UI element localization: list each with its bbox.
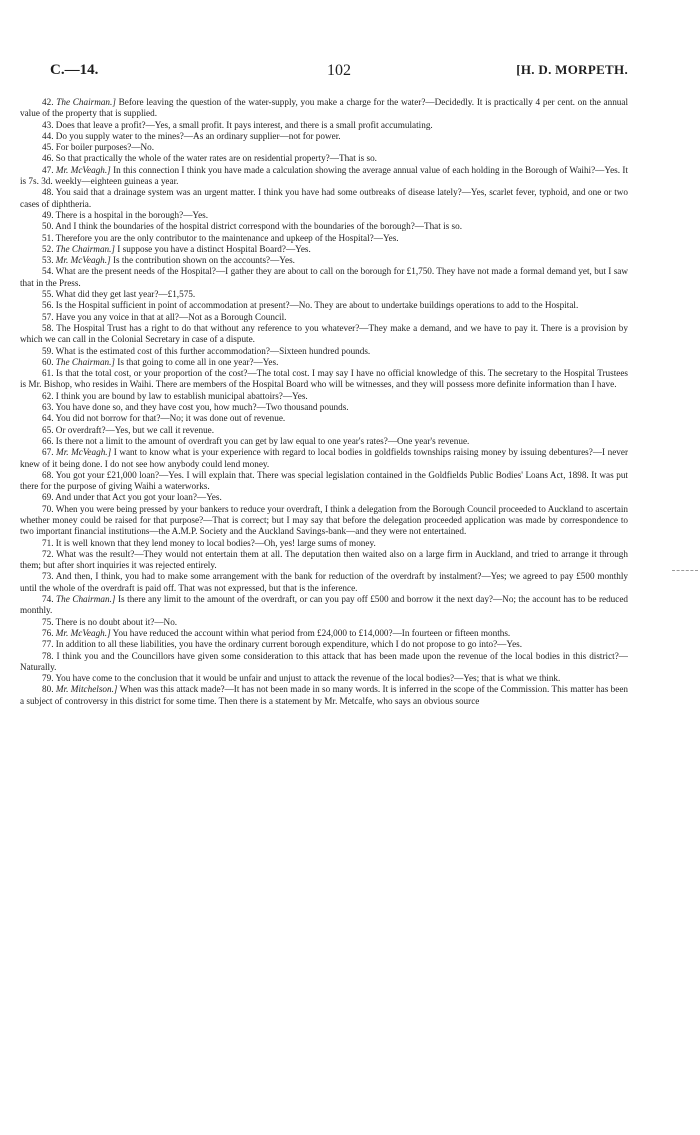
speaker-label: Mr. Mitchelson.] bbox=[55, 684, 118, 695]
question-number: 66. bbox=[42, 435, 54, 446]
question-number: 52. bbox=[42, 243, 54, 254]
question-answer-text: It is well known that they lend money to local bodies?—Oh, yes! large sums of money. bbox=[55, 537, 376, 548]
testimony-paragraph bbox=[20, 368, 628, 391]
question-number: 46. bbox=[42, 153, 54, 164]
testimony-paragraph bbox=[20, 673, 628, 684]
question-answer-text: You have done so, and they have cost you, how much?—Two thousand pounds. bbox=[55, 402, 349, 413]
question-number: 57. bbox=[42, 311, 54, 322]
question-number: 54. bbox=[42, 266, 54, 277]
question-number: 42. bbox=[42, 97, 54, 107]
question-number: 78. bbox=[42, 650, 54, 661]
question-number: 55. bbox=[42, 289, 54, 300]
question-number: 61. bbox=[42, 368, 54, 379]
question-number: 62. bbox=[42, 390, 54, 401]
question-answer-text: When was this attack made?—It has not been made in so many words. It is inferred in the scope of the Commission. This matter has been a subject of controversy in this district for some time. Then there is a statement by Mr. Metcalfe, who says an obvious source bbox=[20, 684, 629, 706]
question-answer-text: Is the contribution shown on the accounts?—Yes. bbox=[112, 255, 295, 266]
question-answer-text: When you were being pressed by your bankers to reduce your overdraft, I think a delegation from the Borough Council proceeded to Auckland to ascertain whether money could be raised for that purpose?—That is correct; but I may say that before the delegation proceeded application was made by correspondence to two important financial institutions—the A.M.P. Society and the Auckland Savings-bank—and they were not entertained. bbox=[20, 503, 628, 537]
testimony-paragraph bbox=[20, 153, 628, 164]
question-answer-text: Therefore you are the only contributor to the maintenance and upkeep of the Hospital?—Yes. bbox=[55, 232, 399, 243]
question-answer-text: Is there not a limit to the amount of overdraft you can get by law equal to one year's rates?—One year's revenue. bbox=[55, 435, 470, 446]
margin-mark bbox=[672, 570, 698, 572]
paper-code: C.—14. bbox=[50, 62, 99, 78]
question-number: 70. bbox=[42, 503, 54, 514]
question-answer-text: Is that going to come all in one year?—Yes. bbox=[117, 356, 279, 367]
question-number: 58. bbox=[42, 322, 54, 333]
question-number: 47. bbox=[42, 164, 54, 175]
testimony-paragraph bbox=[20, 504, 628, 538]
testimony-paragraph bbox=[20, 142, 628, 153]
question-answer-text: You did not borrow for that?—No; it was done out of revenue. bbox=[55, 413, 286, 424]
question-answer-text: What did they get last year?—£1,575. bbox=[55, 289, 196, 300]
question-answer-text: There is a hospital in the borough?—Yes. bbox=[55, 209, 209, 220]
question-answer-text: What was the result?—They would not entertain them at all. The deputation then waited also on a large firm in Auckland, and tried to arrange it through them; but after short inquiries it was rejected entirely. bbox=[20, 548, 628, 571]
speaker-label: Mr. McVeagh.] bbox=[55, 627, 111, 638]
question-answer-text: Do you supply water to the mines?—As an ordinary supplier—not for power. bbox=[55, 130, 341, 141]
question-number: 67. bbox=[42, 447, 54, 458]
question-answer-text: Does that leave a profit?—Yes, a small profit. It pays interest, and there is a small profit accumulating. bbox=[55, 119, 433, 130]
testimony-paragraph bbox=[20, 492, 628, 503]
question-answer-text: I suppose you have a distinct Hospital Board?—Yes. bbox=[117, 243, 311, 254]
question-number: 77. bbox=[42, 639, 54, 650]
question-answer-text: Is the Hospital sufficient in point of accommodation at present?—No. They are about to undertake buildings operations to add to the Hospital. bbox=[55, 300, 579, 311]
testimony-paragraph bbox=[20, 289, 628, 300]
question-number: 74. bbox=[42, 594, 54, 605]
testimony-paragraph bbox=[20, 549, 628, 572]
testimony-paragraph bbox=[20, 131, 628, 142]
question-number: 60. bbox=[42, 356, 54, 367]
question-answer-text: You have reduced the account within what period from £24,000 to £14,000?—In fourteen or fifteen months. bbox=[112, 627, 511, 638]
question-number: 56. bbox=[42, 300, 54, 311]
testimony-paragraph bbox=[20, 323, 628, 346]
testimony-paragraph bbox=[20, 651, 628, 674]
question-answer-text: So that practically the whole of the water rates are on residential property?—That is so. bbox=[55, 153, 377, 164]
testimony-paragraph bbox=[20, 594, 628, 617]
question-number: 51. bbox=[42, 232, 54, 243]
testimony-paragraph bbox=[20, 357, 628, 368]
speaker-label: The Chairman.] bbox=[55, 243, 115, 254]
question-number: 75. bbox=[42, 616, 54, 627]
testimony-paragraph bbox=[20, 300, 628, 311]
question-answer-text: You said that a drainage system was an urgent matter. I think you have had some outbreaks of disease lately?—Yes, scarlet fever, typhoid, and one or two cases of diphtheria. bbox=[20, 187, 628, 209]
speaker-label: Mr. McVeagh.] bbox=[55, 164, 111, 175]
question-number: 72. bbox=[42, 548, 54, 559]
question-answer-text: For boiler purposes?—No. bbox=[55, 142, 155, 153]
question-answer-text: What is the estimated cost of this further accommodation?—Sixteen hundred pounds. bbox=[55, 345, 371, 356]
question-number: 45. bbox=[42, 142, 54, 153]
testimony-paragraph bbox=[20, 425, 628, 436]
question-answer-text: Is that the total cost, or your proportion of the cost?—The total cost. I may say I have no official knowledge of this. The secretary to the Hospital Trustees is Mr. Bishop, who resides in Waihi. There are members of the Hospital Board who will be witnesses, and they will possess more definite information than I have. bbox=[20, 368, 629, 390]
question-answer-text: I think you are bound by law to establish municipal abattoirs?—Yes. bbox=[55, 390, 308, 401]
testimony-paragraph bbox=[20, 413, 628, 424]
question-answer-text: Is there any limit to the amount of the overdraft, or can you pay off £500 and borrow it the next day?—No; the account has to be reduced monthly. bbox=[20, 594, 629, 616]
question-answer-text: There is no doubt about it?—No. bbox=[55, 616, 178, 627]
testimony-paragraph bbox=[20, 684, 628, 707]
testimony-paragraph bbox=[20, 221, 628, 232]
question-answer-text: I want to know what is your experience with regard to local bodies in goldfields townships raising money by issuing debentures?—I never knew of it being done. I do not see how anybody could lend money. bbox=[20, 447, 629, 469]
question-number: 43. bbox=[42, 119, 54, 130]
question-answer-text: The Hospital Trust has a right to do that without any reference to you whatever?—They make a demand, and we have to pay it. There is a provision by which we can call in the Colonial Secretary in case of a dispute. bbox=[20, 322, 628, 345]
testimony-paragraph bbox=[20, 210, 628, 221]
question-number: 49. bbox=[42, 209, 54, 220]
question-answer-text: What are the present needs of the Hospital?—I gather they are about to call on the borough for £1,750. They have not made a formal demand yet, but I saw that in the Press. bbox=[20, 266, 628, 288]
speaker-label: The Chairman.] bbox=[55, 356, 115, 367]
question-number: 79. bbox=[42, 673, 54, 684]
question-number: 53. bbox=[42, 255, 54, 266]
testimony-paragraph bbox=[20, 402, 628, 413]
question-answer-text: In addition to all these liabilities, you have the ordinary current borough expenditure, which I do not propose to go into?—Yes. bbox=[55, 639, 523, 650]
testimony-paragraph bbox=[20, 447, 628, 470]
testimony-paragraph bbox=[20, 120, 628, 131]
question-number: 44. bbox=[42, 130, 54, 141]
witness-name: [H. D. MORPETH. bbox=[516, 62, 628, 77]
testimony-paragraph bbox=[20, 312, 628, 323]
testimony-paragraph bbox=[20, 346, 628, 357]
testimony-paragraph bbox=[20, 391, 628, 402]
testimony-paragraph bbox=[20, 538, 628, 549]
question-answer-text: In this connection I think you have made a calculation showing the average annual value of each holding in the Borough of Waihi?—Yes. It is 7s. 3d. weekly—eighteen guineas a year. bbox=[20, 164, 629, 187]
question-number: 69. bbox=[42, 492, 54, 503]
testimony-paragraph bbox=[20, 165, 628, 188]
question-number: 76. bbox=[42, 627, 54, 638]
question-answer-text: I think you and the Councillors have given some consideration to this attack that has been made upon the revenue of the local bodies in this district?—Naturally. bbox=[20, 650, 628, 672]
question-number: 64. bbox=[42, 413, 54, 424]
testimony-paragraph bbox=[20, 571, 628, 594]
speaker-label: The Chairman.] bbox=[56, 594, 116, 605]
question-answer-text: And under that Act you got your loan?—Yes. bbox=[55, 492, 222, 503]
question-answer-text: And then, I think, you had to make some arrangement with the bank for reduction of the overdraft by instalment?—Yes; we agreed to pay £500 monthly until the whole of the overdraft is paid off. That was not expressed, but that is the inference. bbox=[20, 571, 628, 593]
testimony-paragraph bbox=[20, 266, 628, 289]
question-number: 65. bbox=[42, 424, 54, 435]
testimony-paragraph bbox=[20, 436, 628, 447]
question-answer-text: Before leaving the question of the water-supply, you make a charge for the water?—Decidedly. It is practically 4 per cent. on the annual value of the property that is supplied. bbox=[20, 97, 629, 119]
speaker-label: Mr. McVeagh.] bbox=[56, 447, 112, 458]
testimony-paragraph bbox=[20, 244, 628, 255]
page-number: 102 bbox=[327, 62, 351, 79]
testimony-paragraph bbox=[20, 255, 628, 266]
question-answer-text: You have come to the conclusion that it would be unfair and unjust to attack the revenue of the local bodies?—Yes; that is what we think. bbox=[55, 673, 561, 684]
testimony-paragraph bbox=[20, 233, 628, 244]
question-number: 80. bbox=[42, 684, 54, 695]
page-header bbox=[50, 62, 628, 84]
question-answer-text: Have you any voice in that at all?—Not as a Borough Council. bbox=[55, 311, 287, 322]
question-number: 59. bbox=[42, 345, 54, 356]
testimony-paragraph bbox=[20, 617, 628, 628]
speaker-label: The Chairman.] bbox=[56, 97, 116, 107]
testimony-paragraph bbox=[20, 187, 628, 210]
testimony-paragraph bbox=[20, 97, 628, 120]
question-number: 73. bbox=[42, 571, 54, 582]
speaker-label: Mr. McVeagh.] bbox=[55, 255, 111, 266]
question-answer-text: You got your £21,000 loan?—Yes. I will explain that. There was special legislation contained in the Goldfields Public Bodies' Loans Act, 1898. It was put there for the purpose of giving Waihi a waterworks. bbox=[20, 469, 628, 492]
testimony-body bbox=[20, 97, 628, 707]
question-number: 63. bbox=[42, 402, 54, 413]
question-answer-text: Or overdraft?—Yes, but we call it revenue. bbox=[55, 424, 215, 435]
question-number: 50. bbox=[42, 221, 54, 232]
question-answer-text: And I think the boundaries of the hospital district correspond with the boundaries of the borough?—That is so. bbox=[55, 221, 463, 232]
testimony-paragraph bbox=[20, 470, 628, 493]
testimony-paragraph bbox=[20, 639, 628, 650]
question-number: 48. bbox=[42, 187, 54, 198]
question-number: 68. bbox=[42, 469, 54, 480]
question-number: 71. bbox=[42, 537, 54, 548]
testimony-paragraph bbox=[20, 628, 628, 639]
